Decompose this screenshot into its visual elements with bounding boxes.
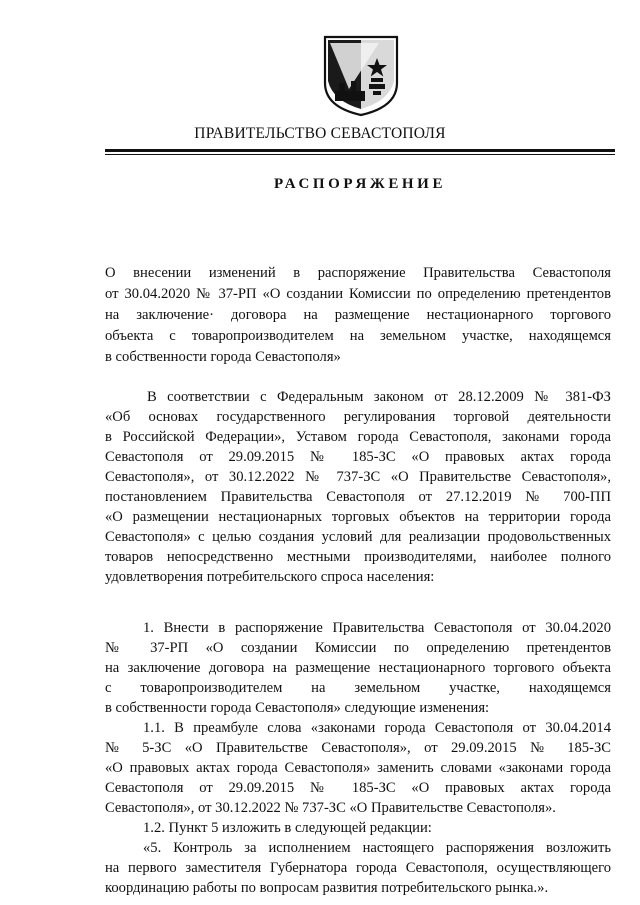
item-1-line: 1. Внести в распоряжение Правительства Севастополя от 30.04.2020 (143, 620, 611, 636)
preamble-line: товаров непосредственно местными производителями, наиболее полного (105, 549, 611, 565)
preamble-line: Севастополя от 29.09.2015 № 185-ЗС «О правовых актах города (105, 449, 611, 465)
header-divider-thin (105, 154, 615, 155)
government-name: ПРАВИТЕЛЬСТВО СЕВАСТОПОЛЯ (194, 125, 446, 142)
preamble-line: Севастополя» с целью создания условий для реализации продовольственных (105, 529, 611, 545)
subject-line: объекта с товаропроизводителем на земельном участке, находящемся (105, 328, 611, 344)
item-1-1-line: Севастополя», от 30.12.2022 № 737-ЗС «О Правительстве Севастополя». (105, 800, 556, 816)
item-1-line: в собственности города Севастополя» следующие изменения: (105, 700, 490, 716)
item-1-2-line: «5. Контроль за исполнением настоящего распоряжения возложить (143, 840, 611, 856)
item-1-2-line: на первого заместителя Губернатора города Севастополя, осуществляющего (105, 860, 611, 876)
preamble-line: «Об основах государственного регулирования торговой деятельности (105, 409, 611, 425)
preamble-line: Севастополя», от 30.12.2022 № 737-ЗС «О Правительстве Севастополя», (105, 469, 611, 485)
document-title: РАСПОРЯЖЕНИЕ (273, 176, 447, 192)
item-1-line: № 37-РП «О создании Комиссии по определению претендентов (105, 640, 611, 656)
preamble-line: удовлетворения потребительского спроса населения: (105, 569, 435, 585)
item-1-line: на заключение договора на размещение нестационарного торгового объекта (105, 660, 611, 676)
item-1-2-line: 1.2. Пункт 5 изложить в следующей редакции: (143, 820, 432, 836)
subject-line: О внесении изменений в распоряжение Правительства Севастополя (105, 265, 611, 281)
item-1-1-line: «О правовых актах города Севастополя» заменить словами «законами города (105, 760, 611, 776)
preamble-line: «О размещении нестационарных торговых объектов на территории города (105, 509, 611, 525)
subject-line: в собственности города Севастополя» (105, 349, 341, 365)
preamble-line: постановлением Правительства Севастополя от 27.12.2019 № 700-ПП (105, 489, 611, 505)
item-1-1-line: № 5-ЗС «О Правительстве Севастополя», от 29.09.2015 № 185-ЗС (105, 740, 611, 756)
subject-line: на заключение· договора на размещение нестационарного торгового (105, 307, 611, 323)
sevastopol-coat-of-arms-icon (321, 31, 401, 117)
item-1-line: с товаропроизводителем на земельном участке, находящемся (105, 680, 611, 696)
header-divider-thick (105, 149, 615, 152)
item-1-2-line: координацию работы по вопросам развития потребительского рынка.». (105, 880, 549, 896)
subject-line: от 30.04.2020 № 37-РП «О создании Комиссии по определению претендентов (105, 286, 611, 302)
preamble-line: в Российской Федерации», Уставом города Севастополя, законами города (105, 429, 611, 445)
preamble-line: В соответствии с Федеральным законом от 28.12.2009 № 381-ФЗ (147, 389, 611, 405)
item-1-1-line: 1.1. В преамбуле слова «законами города Севастополя от 30.04.2014 (143, 720, 611, 736)
item-1-1-line: Севастополя от 29.09.2015 № 185-ЗС «О правовых актах города (105, 780, 611, 796)
